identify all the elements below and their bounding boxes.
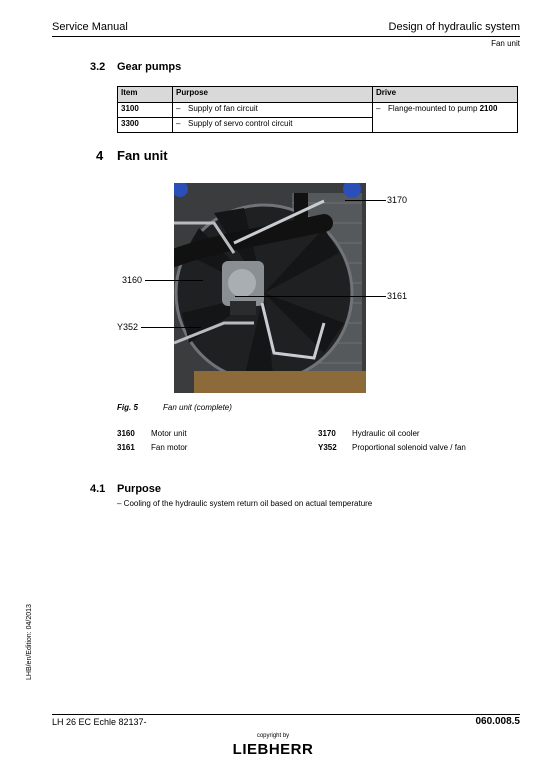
header-title: Service Manual	[52, 21, 128, 33]
leader-line-3160	[145, 280, 203, 281]
brand-logo: LIEBHERR	[232, 741, 314, 758]
leader-line-y352	[141, 327, 201, 328]
callout-3170: 3170	[387, 195, 408, 205]
figure-caption-text: Fan unit (complete)	[163, 403, 232, 412]
header-chapter: Design of hydraulic system	[388, 21, 520, 33]
column-header-drive: Drive	[373, 87, 518, 103]
purpose-cell: – Supply of servo control circuit	[173, 118, 373, 133]
table-header-row	[118, 87, 518, 103]
section-number: 3.2	[90, 61, 106, 73]
legend-item: 3170 Hydraulic oil cooler	[318, 429, 420, 438]
section-number: 4.1	[90, 483, 106, 495]
leader-line-3170	[345, 200, 386, 201]
section-4-heading	[96, 148, 168, 163]
column-header-purpose: Purpose	[173, 87, 373, 103]
footer-page-number: 060.008.5	[475, 716, 520, 727]
item-cell: 3300	[118, 118, 173, 133]
callout-3161: 3161	[387, 291, 408, 301]
legend-item: Y352 Proportional solenoid valve / fan	[318, 443, 466, 452]
figure-number: Fig. 5	[117, 403, 138, 412]
section-title: Fan unit	[117, 148, 168, 163]
callout-3160: 3160	[122, 275, 143, 285]
drive-cell: – Flange-mounted to pump 2100	[373, 103, 518, 133]
header-subchapter: Fan unit	[491, 39, 520, 48]
legend-item: 3161 Fan motor	[117, 443, 188, 452]
section-number: 4	[96, 148, 104, 163]
header-rule	[52, 36, 520, 37]
column-header-item: Item	[118, 87, 173, 103]
edition-side-text: LHB/en/Edition: 04/2013	[26, 604, 33, 680]
copyright-text: copyright by	[256, 733, 290, 739]
gear-pumps-table	[117, 86, 518, 133]
legend-item: 3160 Motor unit	[117, 429, 187, 438]
leader-line-3161	[235, 296, 386, 297]
section-title: Purpose	[117, 483, 162, 495]
fan-unit-photo	[174, 183, 366, 393]
purpose-bullet: – Cooling of the hydraulic system return oil based on actual temperature	[117, 499, 373, 508]
item-cell: 3100	[118, 103, 173, 118]
footer-model: LH 26 EC Echle 82137-	[52, 717, 147, 727]
purpose-cell: – Supply of fan circuit	[173, 103, 373, 118]
section-4-1-heading	[90, 483, 161, 495]
fan-unit-illustration	[174, 183, 366, 393]
section-3-2-heading	[90, 61, 181, 73]
figure-caption	[117, 403, 232, 412]
table-row	[118, 103, 518, 118]
footer-rule	[52, 714, 520, 715]
section-title: Gear pumps	[117, 61, 182, 73]
callout-y352: Y352	[117, 322, 139, 332]
